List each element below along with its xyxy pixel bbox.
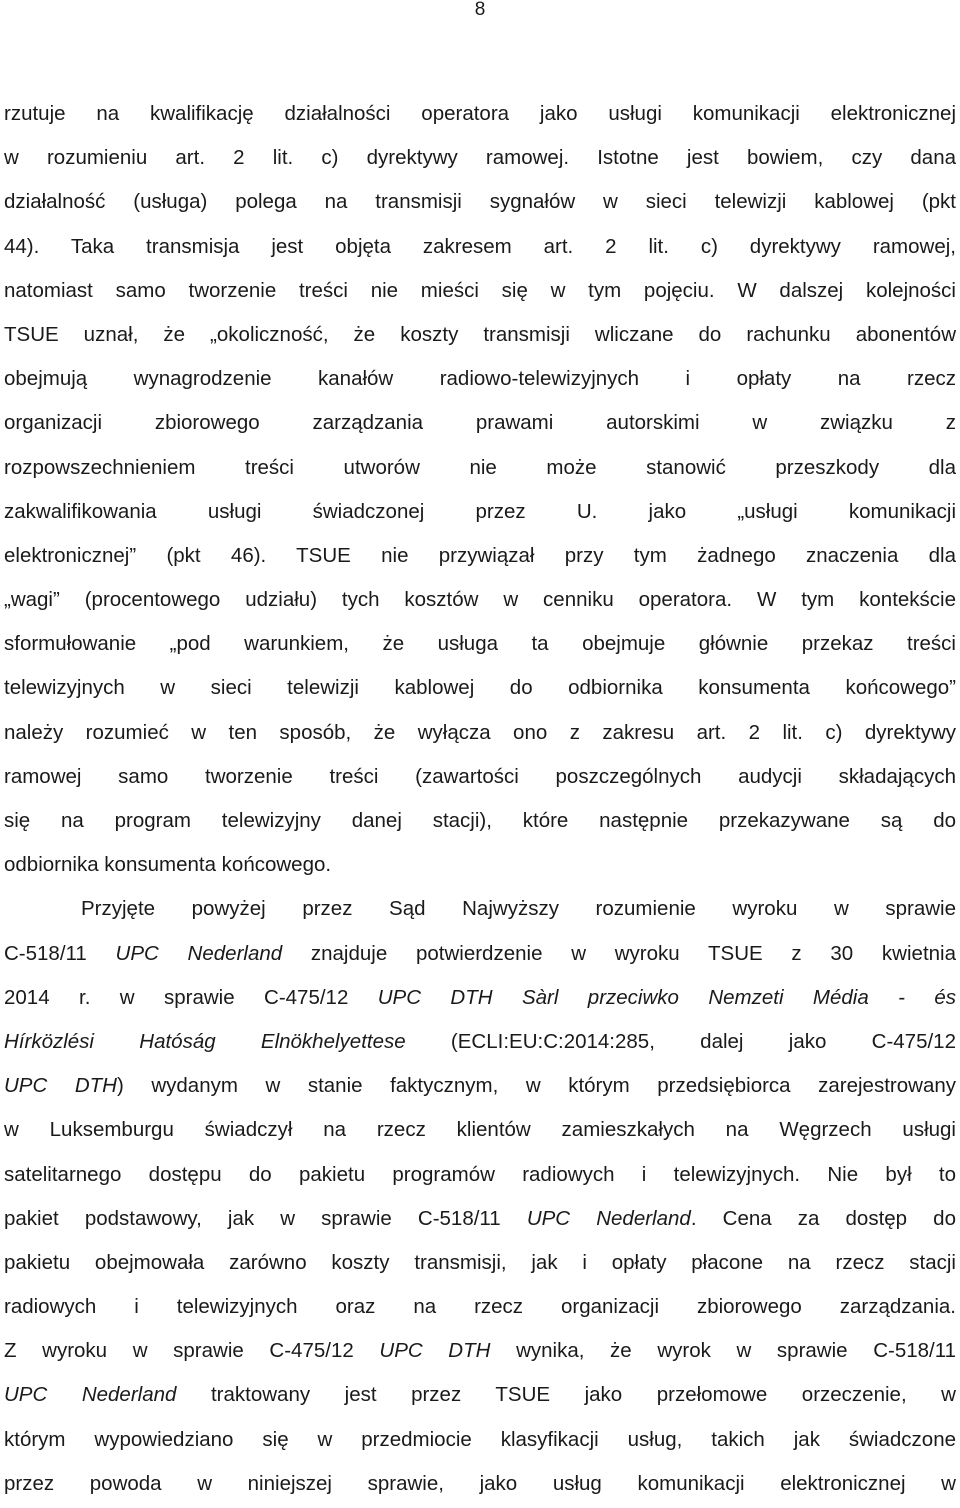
text-span: pakietu obejmowała zarówno koszty transmisji, jak i opłaty płacone na rzecz stacji bbox=[4, 1250, 956, 1274]
text-span: „wagi” (procentowego udziału) tych kosztów w cenniku operatora. W tym kontekście bbox=[4, 588, 956, 612]
text-span: elektronicznej” (pkt 46). TSUE nie przywiązał przy tym żadnego znaczenia dla bbox=[4, 543, 956, 567]
page-number: 8 bbox=[474, 0, 486, 20]
paragraph bbox=[4, 887, 956, 1506]
italic-text: UPC DTH bbox=[4, 1074, 117, 1098]
text-line bbox=[4, 1153, 956, 1197]
text-line bbox=[4, 932, 956, 976]
text-span: którym wypowiedziano się w przedmiocie klasyfikacji usług, takich jak świadczone bbox=[4, 1427, 956, 1451]
text-span: C-518/11 bbox=[4, 941, 116, 965]
text-line bbox=[4, 1241, 956, 1285]
text-line bbox=[4, 357, 956, 401]
italic-text: UPC Nederland bbox=[4, 1383, 177, 1407]
text-span: telewizyjnych w sieci telewizji kablowej do odbiornika konsumenta końcowego” bbox=[4, 676, 956, 700]
text-span: rozpowszechnieniem treści utworów nie może stanowić przeszkody dla bbox=[4, 455, 956, 479]
paragraph bbox=[4, 92, 956, 887]
text-line bbox=[4, 92, 956, 136]
italic-text: UPC DTH bbox=[379, 1339, 491, 1363]
text-span: w Luksemburgu świadczył na rzecz klientów zamieszkałych na Węgrzech usługi bbox=[4, 1118, 956, 1142]
text-span: organizacji zbiorowego zarządzania prawami autorskimi w związku z bbox=[4, 411, 956, 435]
text-line bbox=[4, 887, 956, 931]
text-span: się na program telewizyjny danej stacji), które następnie przekazywane są do bbox=[4, 809, 956, 832]
text-span: należy rozumieć w ten sposób, że wyłącza ono z zakresu art. 2 lit. c) dyrektywy bbox=[4, 720, 956, 744]
text-line bbox=[4, 711, 956, 755]
text-line bbox=[4, 1462, 956, 1506]
text-line bbox=[4, 136, 956, 180]
text-line bbox=[4, 401, 956, 445]
italic-text: UPC DTH Sàrl przeciwko Nemzeti Média - és bbox=[377, 985, 956, 1009]
text-span: TSUE uznał, że „okoliczność, że koszty transmisji wliczane do rachunku abonentów bbox=[4, 322, 956, 346]
text-span: pakiet podstawowy, jak w sprawie C-518/11 bbox=[4, 1206, 527, 1230]
text-span: sformułowanie „pod warunkiem, że usługa ta obejmuje głównie przekaz treści bbox=[4, 632, 956, 656]
text-line bbox=[4, 799, 956, 843]
text-span: Z wyroku w sprawie C-475/12 bbox=[4, 1339, 380, 1363]
text-line bbox=[4, 1108, 956, 1152]
text-line bbox=[4, 976, 956, 1020]
document-body bbox=[4, 92, 956, 1506]
text-span: 2014 r. w sprawie C-475/12 bbox=[4, 985, 378, 1009]
text-line bbox=[4, 578, 956, 622]
text-line bbox=[4, 1329, 956, 1373]
text-line bbox=[4, 843, 956, 887]
text-line bbox=[4, 1020, 956, 1064]
text-span: rzutuje na kwalifikację działalności operatora jako usługi komunikacji elektronicznej bbox=[4, 102, 956, 125]
italic-text: UPC Nederland bbox=[526, 1206, 691, 1230]
text-span: znajduje potwierdzenie w wyroku TSUE z 30 kwietnia bbox=[282, 941, 956, 965]
text-line bbox=[4, 269, 956, 313]
text-span: ramowej samo tworzenie treści (zawartości poszczególnych audycji składających bbox=[4, 764, 956, 788]
text-span: 44). Taka transmisja jest objęta zakresem art. 2 lit. c) dyrektywy ramowej, bbox=[4, 234, 956, 258]
text-span: traktowany jest przez TSUE jako przełomowe orzeczenie, w bbox=[176, 1383, 956, 1407]
text-span: działalność (usługa) polega na transmisji sygnałów w sieci telewizji kablowej (pkt bbox=[4, 190, 956, 214]
text-span: ) wydanym w stanie faktycznym, w którym przedsiębiorca zarejestrowany bbox=[116, 1074, 956, 1098]
text-span: radiowych i telewizyjnych oraz na rzecz organizacji zbiorowego zarządzania. bbox=[4, 1295, 956, 1319]
text-span: zakwalifikowania usługi świadczonej przez U. jako „usługi komunikacji bbox=[4, 499, 956, 523]
text-line bbox=[4, 666, 956, 710]
text-line bbox=[4, 755, 956, 799]
text-span: natomiast samo tworzenie treści nie mieści się w tym pojęciu. W dalszej kolejności bbox=[4, 278, 956, 302]
text-span: wynika, że wyrok w sprawie C-518/11 bbox=[490, 1339, 956, 1363]
text-span: Przyjęte powyżej przez Sąd Najwyższy rozumienie wyroku w sprawie bbox=[81, 897, 956, 921]
text-span: (ECLI:EU:C:2014:285, dalej jako C-475/12 bbox=[405, 1029, 956, 1053]
text-line bbox=[4, 180, 956, 224]
text-line bbox=[4, 1064, 956, 1108]
text-span: odbiornika konsumenta końcowego. bbox=[4, 853, 332, 877]
text-line bbox=[4, 622, 956, 666]
text-span: w rozumieniu art. 2 lit. c) dyrektywy ramowej. Istotne jest bowiem, czy dana bbox=[4, 146, 956, 170]
text-span: . Cena za dostęp do bbox=[690, 1206, 956, 1230]
text-line bbox=[4, 1197, 956, 1241]
text-span: satelitarnego dostępu do pakietu programów radiowych i telewizyjnych. Nie był to bbox=[4, 1162, 956, 1186]
text-span: przez powoda w niniejszej sprawie, jako usług komunikacji elektronicznej w bbox=[4, 1471, 956, 1495]
italic-text: UPC Nederland bbox=[115, 941, 283, 965]
text-line bbox=[4, 534, 956, 578]
text-span: obejmują wynagrodzenie kanałów radiowo-telewizyjnych i opłaty na rzecz bbox=[4, 367, 956, 391]
text-line bbox=[4, 1285, 956, 1329]
text-line bbox=[4, 1418, 956, 1462]
text-line bbox=[4, 490, 956, 534]
text-line bbox=[4, 313, 956, 357]
italic-text: Hírközlési Hatóság Elnökhelyettese bbox=[4, 1029, 406, 1053]
text-line bbox=[4, 225, 956, 269]
text-line bbox=[4, 446, 956, 490]
text-line bbox=[4, 1373, 956, 1417]
